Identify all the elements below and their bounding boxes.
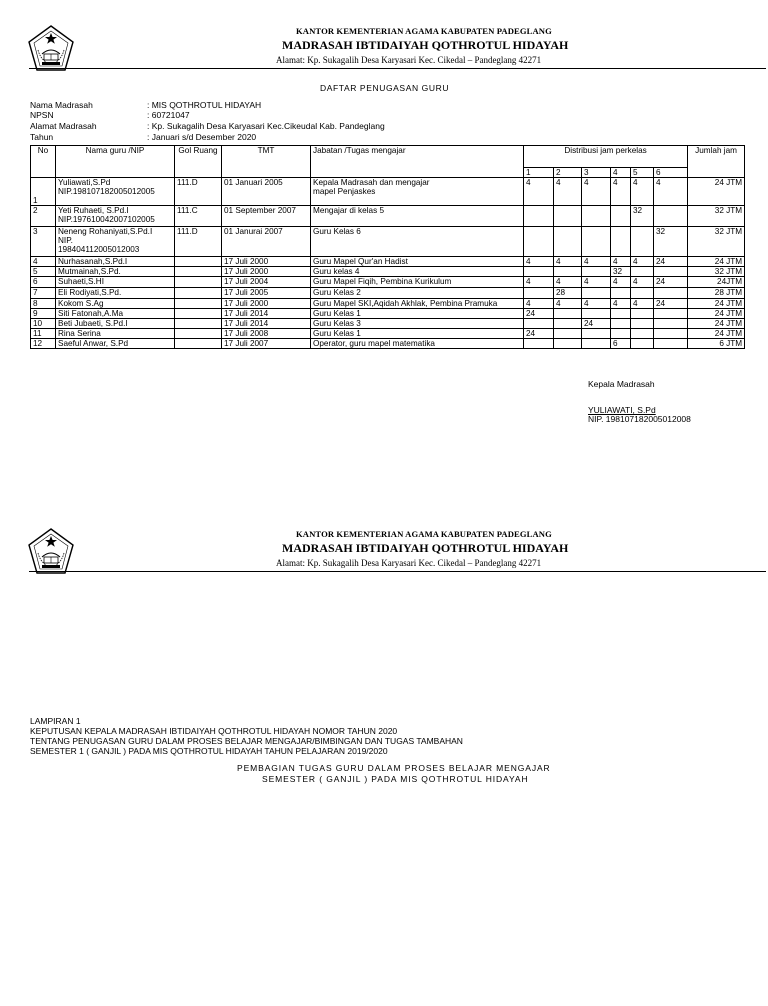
cell-class: 28 — [554, 288, 582, 299]
cell-job — [311, 178, 524, 206]
cell-class — [611, 329, 631, 339]
cell-class — [631, 288, 654, 299]
cell-class: 4 — [611, 299, 631, 309]
attachment-line: SEMESTER 1 ( GANJIL ) PADA MIS QOTHROTUL HIDAYAH TAHUN PELAJARAN 2019/2020 — [30, 746, 388, 756]
table-row — [31, 257, 745, 267]
cell-total: 32 JTM — [688, 227, 745, 257]
cell-class: 4 — [631, 277, 654, 288]
table-row — [31, 277, 745, 288]
cell-no: 1 — [31, 178, 56, 206]
cell-class — [631, 309, 654, 319]
cell-class: 4 — [582, 277, 611, 288]
attachment-block — [30, 716, 463, 756]
cell-class: 24 — [582, 319, 611, 329]
class-header: 5 — [631, 168, 654, 178]
info-label: Tahun — [30, 132, 54, 142]
school-address: Alamat: Kp. Sukagalih Desa Karyasari Kec. Cikedal – Pandeglang 42271 — [276, 55, 542, 65]
cell-job: Guru kelas 4 — [311, 267, 524, 277]
header-gol: Gol Ruang — [175, 146, 222, 178]
school-address: Alamat: Kp. Sukagalih Desa Karyasari Kec. Cikedal – Pandeglang 42271 — [276, 558, 542, 568]
class-header: 2 — [554, 168, 582, 178]
cell-class — [654, 206, 688, 227]
signature-name: YULIAWATI, S.Pd — [588, 405, 656, 415]
cell-gol — [175, 288, 222, 299]
school-name: MADRASAH IBTIDAIYAH QOTHROTUL HIDAYAH — [282, 541, 569, 555]
info-value: : 60721047 — [147, 110, 190, 120]
cell-total: 6 JTM — [688, 339, 745, 349]
cell-name: Kokom S.Ag — [56, 299, 175, 309]
cell-class: 4 — [611, 178, 631, 206]
cell-no: 4 — [31, 257, 56, 267]
table-header-row — [31, 146, 745, 168]
cell-class: 4 — [524, 299, 554, 309]
cell-gol — [175, 339, 222, 349]
cell-no: 2 — [31, 206, 56, 227]
class-header: 1 — [524, 168, 554, 178]
cell-class: 4 — [524, 257, 554, 267]
cell-class — [524, 227, 554, 257]
cell-total: 24 JTM — [688, 299, 745, 309]
cell-gol — [175, 309, 222, 319]
cell-class — [582, 227, 611, 257]
job-line: Kepala Madrasah dan mengajar — [313, 178, 430, 187]
cell-class: 4 — [631, 299, 654, 309]
letterhead-divider — [29, 68, 766, 69]
cell-class: 4 — [582, 299, 611, 309]
cell-class: 32 — [654, 227, 688, 257]
cell-name: Beti Jubaeti, S.Pd.I — [56, 319, 175, 329]
cell-total: 28 JTM — [688, 288, 745, 299]
cell-job: Guru Kelas 3 — [311, 319, 524, 329]
cell-gol — [175, 277, 222, 288]
cell-class: 24 — [654, 257, 688, 267]
teacher-nip: NIP.198107182005012005 — [58, 187, 155, 196]
table-row — [31, 288, 745, 299]
info-row — [30, 101, 261, 111]
cell-no: 8 — [31, 299, 56, 309]
cell-class: 4 — [631, 257, 654, 267]
cell-no: 10 — [31, 319, 56, 329]
cell-class — [582, 329, 611, 339]
table-row — [31, 227, 745, 257]
cell-tmt: 17 Juli 2007 — [222, 339, 311, 349]
cell-tmt: 17 Juli 2008 — [222, 329, 311, 339]
class-header: 6 — [654, 168, 688, 178]
cell-class — [611, 227, 631, 257]
table-row — [31, 299, 745, 309]
cell-gol — [175, 257, 222, 267]
teacher-assignment-table — [30, 145, 745, 349]
teacher-name: Yuliawati,S.Pd — [58, 178, 111, 187]
doc-title: DAFTAR PENUGASAN GURU — [320, 83, 450, 93]
cell-class — [582, 309, 611, 319]
cell-class: 6 — [611, 339, 631, 349]
cell-name: Siti Fatonah,A.Ma — [56, 309, 175, 319]
cell-tmt: 01 Janurai 2007 — [222, 227, 311, 257]
cell-class — [611, 319, 631, 329]
cell-class — [631, 227, 654, 257]
cell-class — [611, 288, 631, 299]
cell-gol: 111.C — [175, 206, 222, 227]
cell-class — [611, 206, 631, 227]
cell-job: Guru Mapel Fiqih, Pembina Kurikulum — [311, 277, 524, 288]
info-label: Alamat Madrasah — [30, 121, 97, 131]
cell-tmt: 17 Juli 2014 — [222, 319, 311, 329]
cell-class: 4 — [524, 178, 554, 206]
cell-class — [524, 206, 554, 227]
cell-name — [56, 227, 175, 257]
cell-tmt: 17 Juli 2000 — [222, 299, 311, 309]
table-row — [31, 319, 745, 329]
cell-job: Guru Kelas 1 — [311, 309, 524, 319]
table-row — [31, 206, 745, 227]
header-name: Nama guru /NIP — [56, 146, 175, 178]
info-row — [30, 111, 190, 121]
cell-total: 24 JTM — [688, 319, 745, 329]
cell-class — [654, 267, 688, 277]
cell-class — [631, 319, 654, 329]
cell-class — [631, 329, 654, 339]
cell-job: Guru Kelas 6 — [311, 227, 524, 257]
cell-job: Guru Mapel SKI,Aqidah Akhlak, Pembina Pramuka — [311, 299, 524, 309]
cell-class: 4 — [554, 299, 582, 309]
cell-total: 24JTM — [688, 277, 745, 288]
cell-total: 24 JTM — [688, 329, 745, 339]
cell-gol — [175, 329, 222, 339]
cell-gol: 111.D — [175, 227, 222, 257]
header-distribution: Distribusi jam perkelas — [524, 146, 688, 168]
job-line: mapel Penjaskes — [313, 187, 376, 196]
cell-class — [554, 206, 582, 227]
cell-class: 24 — [524, 329, 554, 339]
cell-total: 32 JTM — [688, 206, 745, 227]
cell-class: 4 — [654, 178, 688, 206]
info-value: : MIS QOTHROTUL HIDAYAH — [147, 100, 262, 110]
letterhead-bottom — [26, 527, 766, 593]
cell-job: Mengajar di kelas 5 — [311, 206, 524, 227]
cell-gol: 111.D — [175, 178, 222, 206]
cell-class — [524, 319, 554, 329]
cell-class — [582, 206, 611, 227]
cell-total: 24 JTM — [688, 178, 745, 206]
cell-class — [554, 319, 582, 329]
cell-class — [611, 309, 631, 319]
cell-class — [654, 309, 688, 319]
cell-class: 24 — [654, 277, 688, 288]
cell-class: 4 — [524, 277, 554, 288]
cell-class — [524, 288, 554, 299]
signature-role: Kepala Madrasah — [588, 379, 655, 389]
kemenag-logo-icon — [26, 527, 76, 577]
cell-tmt: 17 Juli 2004 — [222, 277, 311, 288]
header-total: Jumlah jam — [688, 146, 745, 178]
cell-total: 24 JTM — [688, 257, 745, 267]
cell-class: 4 — [611, 277, 631, 288]
cell-class — [524, 339, 554, 349]
cell-name: Suhaeti,S.HI — [56, 277, 175, 288]
letterhead-top — [26, 24, 766, 90]
cell-class — [654, 339, 688, 349]
cell-class — [554, 309, 582, 319]
cell-class: 32 — [631, 206, 654, 227]
table-row — [31, 329, 745, 339]
signature-nip: NIP. 198107182005012008 — [588, 414, 691, 424]
cell-class — [554, 227, 582, 257]
cell-name — [56, 206, 175, 227]
teacher-nip: NIP.197610042007102005 — [58, 215, 155, 224]
teacher-nip: NIP. — [58, 236, 73, 245]
attachment-line: TENTANG PENUGASAN GURU DALAM PROSES BELAJAR MENGAJAR/BIMBINGAN DAN TUGAS TAMBAHAN — [30, 736, 463, 746]
cell-class: 4 — [582, 257, 611, 267]
cell-no: 3 — [31, 227, 56, 257]
cell-job: Operator, guru mapel matematika — [311, 339, 524, 349]
cell-class: 4 — [554, 178, 582, 206]
attachment-line: LAMPIRAN 1 — [30, 716, 81, 726]
cell-tmt: 17 Juli 2000 — [222, 267, 311, 277]
cell-name: Nurhasanah,S.Pd.I — [56, 257, 175, 267]
cell-no: 7 — [31, 288, 56, 299]
cell-name: Saeful Anwar, S.Pd — [56, 339, 175, 349]
office-name: KANTOR KEMENTERIAN AGAMA KABUPATEN PADEGLANG — [296, 529, 552, 539]
info-label: Nama Madrasah — [30, 100, 93, 110]
school-name: MADRASAH IBTIDAIYAH QOTHROTUL HIDAYAH — [282, 38, 569, 52]
info-row — [30, 122, 385, 132]
cell-class: 24 — [524, 309, 554, 319]
cell-tmt: 17 Juli 2000 — [222, 257, 311, 267]
cell-class — [554, 267, 582, 277]
table-row — [31, 339, 745, 349]
cell-class — [582, 288, 611, 299]
cell-job: Guru Kelas 1 — [311, 329, 524, 339]
cell-gol — [175, 267, 222, 277]
class-header: 3 — [582, 168, 611, 178]
cell-class: 4 — [611, 257, 631, 267]
cell-class — [524, 267, 554, 277]
cell-job: Guru Kelas 2 — [311, 288, 524, 299]
cell-total: 32 JTM — [688, 267, 745, 277]
table-row — [31, 178, 745, 206]
cell-gol — [175, 319, 222, 329]
cell-class: 4 — [554, 277, 582, 288]
cell-class: 32 — [611, 267, 631, 277]
cell-class — [582, 339, 611, 349]
info-label: NPSN — [30, 110, 54, 120]
cell-name: Eli Rodiyati,S.Pd. — [56, 288, 175, 299]
cell-class — [554, 329, 582, 339]
header-tmt: TMT — [222, 146, 311, 178]
teacher-name: Yeti Ruhaeti, S.Pd.I — [58, 206, 129, 215]
cell-tmt: 01 September 2007 — [222, 206, 311, 227]
cell-no: 9 — [31, 309, 56, 319]
header-no: No — [31, 146, 56, 178]
cell-class: 4 — [631, 178, 654, 206]
cell-tmt: 17 Juli 2014 — [222, 309, 311, 319]
table-row — [31, 267, 745, 277]
cell-class — [582, 267, 611, 277]
cell-class: 24 — [654, 299, 688, 309]
cell-no: 6 — [31, 277, 56, 288]
cell-total: 24 JTM — [688, 309, 745, 319]
cell-class — [554, 339, 582, 349]
cell-tmt: 17 Juli 2005 — [222, 288, 311, 299]
teacher-nip: 198404112005012003 — [58, 245, 140, 254]
cell-class: 4 — [554, 257, 582, 267]
attachment-subheading: SEMESTER ( GANJIL ) PADA MIS QOTHROTUL HIDAYAH — [262, 774, 529, 784]
class-header: 4 — [611, 168, 631, 178]
cell-no: 12 — [31, 339, 56, 349]
cell-class — [654, 319, 688, 329]
cell-name: Rina Serina — [56, 329, 175, 339]
cell-name: Mutmainah,S.Pd. — [56, 267, 175, 277]
cell-gol — [175, 299, 222, 309]
letterhead-divider — [29, 571, 766, 572]
cell-class — [631, 267, 654, 277]
cell-class — [631, 339, 654, 349]
office-name: KANTOR KEMENTERIAN AGAMA KABUPATEN PADEGLANG — [296, 26, 552, 36]
cell-class: 4 — [582, 178, 611, 206]
teacher-name: Neneng Rohaniyati,S.Pd.I — [58, 227, 153, 236]
cell-no: 5 — [31, 267, 56, 277]
cell-job: Guru Mapel Qur'an Hadist — [311, 257, 524, 267]
info-row — [30, 133, 256, 143]
info-value: : Kp. Sukagalih Desa Karyasari Kec.Cikeudal Kab. Pandeglang — [147, 121, 385, 131]
cell-class — [654, 329, 688, 339]
cell-class — [654, 288, 688, 299]
info-value: : Januari s/d Desember 2020 — [147, 132, 257, 142]
cell-tmt: 01 Januari 2005 — [222, 178, 311, 206]
cell-name — [56, 178, 175, 206]
attachment-heading: PEMBAGIAN TUGAS GURU DALAM PROSES BELAJAR MENGAJAR — [237, 763, 551, 773]
header-job: Jabatan /Tugas mengajar — [311, 146, 524, 178]
attachment-line: KEPUTUSAN KEPALA MADRASAH IBTIDAIYAH QOTHROTUL HIDAYAH NOMOR TAHUN 2020 — [30, 726, 398, 736]
cell-no: 11 — [31, 329, 56, 339]
table-row — [31, 309, 745, 319]
kemenag-logo-icon — [26, 24, 76, 74]
